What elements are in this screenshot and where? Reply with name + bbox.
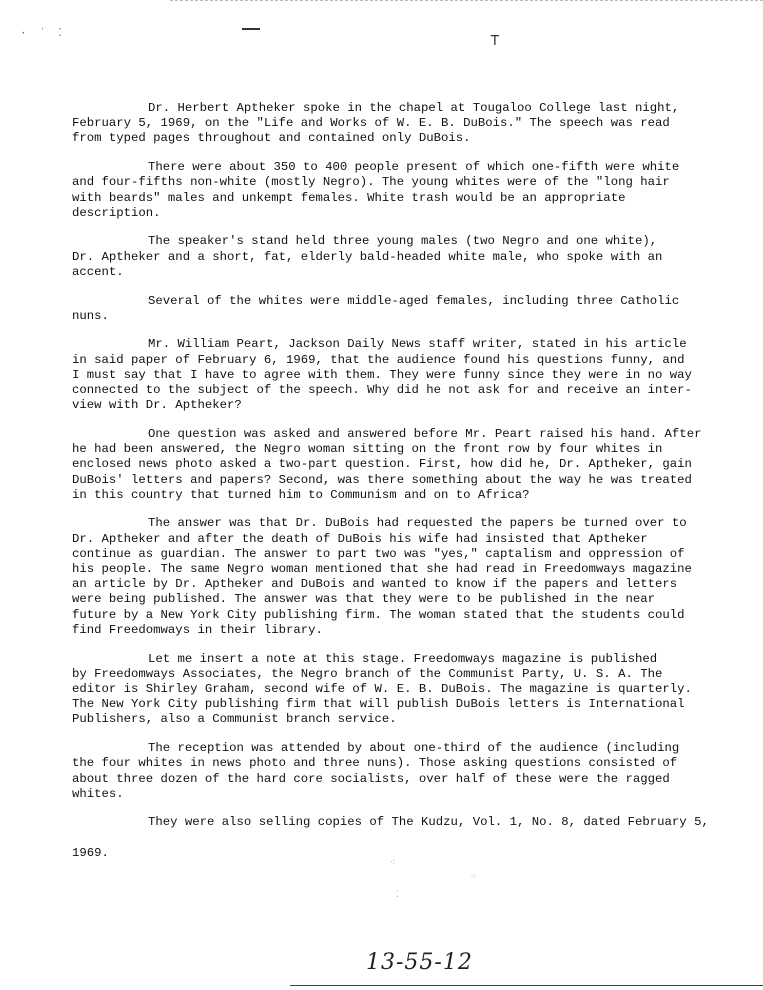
- corner-marks: · ˈ ⁚: [20, 28, 65, 40]
- stray-dash-mark: [242, 28, 260, 30]
- paragraph-9: The reception was attended by about one-third of the audience (including the four whites in news photo and three nuns). Those asking questions consisted of about three dozen of the hard core socialists, over half of these were the ragged whites.: [72, 741, 680, 801]
- paragraph-3: The speaker's stand held three young males (two Negro and one white), Dr. Aptheker and a short, fat, elderly bald-headed white male, who spoke with an accent.: [72, 234, 663, 279]
- document-body: [72, 101, 724, 875]
- scan-speck: ⁖: [390, 858, 396, 868]
- scan-speck: ⁚: [396, 890, 399, 900]
- bottom-edge-rule: [290, 985, 763, 986]
- paragraph-2: There were about 350 to 400 people present of which one-fifth were white and four-fifths non-white (mostly Negro). The young whites were of the "long hair with beards" males and unkempt females. White trash would be an appropriate description.: [72, 160, 680, 220]
- stray-t-mark: ⊤: [490, 32, 500, 50]
- paragraph-5: Mr. William Peart, Jackson Daily News staff writer, stated in his article in said paper of February 6, 1969, that the audience found his questions funny, and I must say that I have to agree with them. They were funny since they were in no way connected to the subject of the speech. Why did he not ask for and receive an inter- view with Dr. Aptheker?: [72, 337, 692, 413]
- paragraph-4: Several of the whites were middle-aged females, including three Catholic nuns.: [72, 293, 680, 323]
- handwritten-file-number: 13-55-12: [366, 950, 473, 975]
- scan-speck: ⁘: [470, 872, 478, 882]
- paragraph-10: They were also selling copies of The Kudzu, Vol. 1, No. 8, dated February 5, 1969.: [72, 815, 709, 860]
- paragraph-8: Let me insert a note at this stage. Freedomways magazine is published by Freedomways Associates, the Negro branch of the Communist Party, U. S. A. The editor is Shirley Graham, second wife of W. E. B. DuBois. The magazine is quarterly. The New York City publishing firm that will publish DuBois letters is International Publishers, also a Communist branch service.: [72, 651, 692, 727]
- paragraph-6: One question was asked and answered before Mr. Peart raised his hand. After he had been answered, the Negro woman sitting on the front row by four whites in enclosed news photo asked a two-part question. First, how did he, Dr. Aptheker, gain DuBois' letters and papers? Second, was there something about the way he was treated in this country that turned him to Communism and on to Africa?: [72, 426, 702, 502]
- paragraph-1: Dr. Herbert Aptheker spoke in the chapel at Tougaloo College last night, February 5, 1969, on the "Life and Works of W. E. B. DuBois." The speech was read from typed pages throughout and contained only DuBois.: [72, 101, 680, 146]
- top-edge-rule: [170, 0, 763, 1]
- paragraph-7: The answer was that Dr. DuBois had requested the papers be turned over to Dr. Aptheker and after the death of DuBois his wife had insisted that Aptheker continue as guardian. The answer to part two was "yes," captalism and oppression of his people. The same Negro woman mentioned that she had read in Freedomways magazine an article by Dr. Aptheker and DuBois and wanted to know if the papers and letters were being published. The answer was that they were to be published in the near future by a New York City publishing firm. The woman stated that the students could find Freedomways in their library.: [72, 516, 692, 637]
